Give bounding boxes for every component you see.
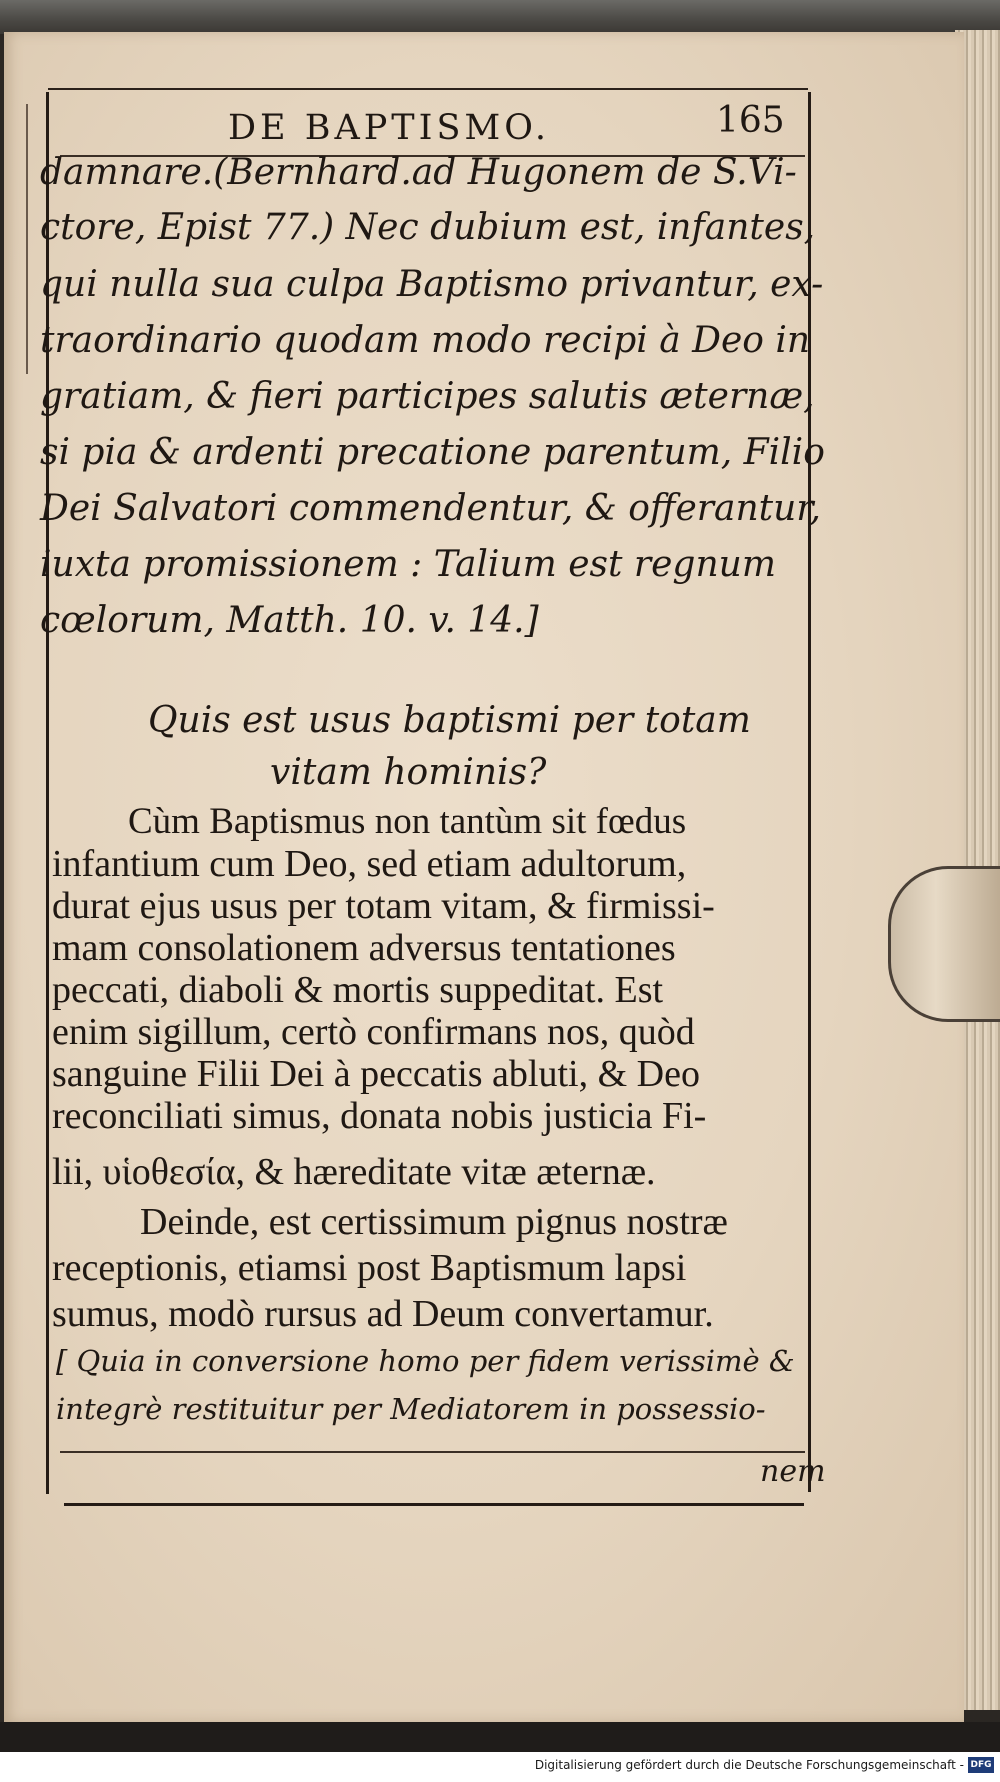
- text-line: ctore, Epist 77.) Nec dubium est, infantes,: [40, 207, 816, 248]
- text-line: qui nulla sua culpa Baptismo privantur, ex-: [40, 264, 824, 305]
- text-line: peccati, diaboli & mortis suppeditat. Est: [52, 969, 664, 1011]
- text-line: infantium cum Deo, sed etiam adultorum,: [52, 843, 687, 885]
- dfg-logo: DFG: [968, 1757, 994, 1773]
- digitization-credit: Digitalisierung gefördert durch die Deutsche Forschungsgemeinschaft -: [534, 1758, 964, 1772]
- text-line: gratiam, & fieri participes salutis æternæ,: [40, 376, 815, 417]
- text-line: durat ejus usus per totam vitam, & firmissi-: [52, 885, 715, 927]
- text-line: iuxta promissionem : Talium est regnum: [40, 544, 776, 585]
- book-clasp: [888, 866, 1000, 1022]
- frame-bottom-rule: [64, 1503, 804, 1506]
- text-line: damnare.(Bernhard.ad Hugonem de S.Vi-: [40, 152, 797, 193]
- text-line: reconciliati simus, donata nobis justicia Fi-: [52, 1095, 707, 1137]
- text-line: Deinde, est certissimum pignus nostræ: [140, 1201, 728, 1243]
- page-number: 165: [716, 100, 785, 141]
- text-line: Cùm Baptismus non tantùm sit fœdus: [128, 801, 687, 842]
- text-line: receptionis, etiamsi post Baptismum lapsi: [52, 1247, 687, 1289]
- text-line: enim sigillum, certò confirmans nos, quòd: [52, 1011, 695, 1053]
- footer-rule: [60, 1451, 805, 1453]
- text-line: sumus, modò rursus ad Deum convertamur.: [52, 1293, 714, 1335]
- question-heading-line1: Quis est usus baptismi per totam: [148, 700, 751, 741]
- book-top-edge: [0, 0, 1000, 34]
- catchword: nem: [760, 1454, 826, 1489]
- text-line: lii, υἱοθεσία, & hæreditate vitæ æternæ.: [52, 1151, 656, 1193]
- text-line: [ Quia in conversione homo per fidem verissimè &: [56, 1344, 795, 1378]
- text-line: traordinario quodam modo recipi à Deo in: [40, 320, 811, 361]
- text-line: Dei Salvatori commendentur, & offerantur,: [40, 488, 821, 529]
- frame-top-rule: [48, 88, 808, 90]
- text-line: mam consolationem adversus tentationes: [52, 927, 676, 969]
- text-line: sanguine Filii Dei à peccatis abluti, & Deo: [52, 1053, 700, 1095]
- text-line: si pia & ardenti precatione parentum, Filio: [40, 432, 825, 473]
- question-heading-line2: vitam hominis?: [270, 752, 547, 793]
- running-header: DE BAPTISMO.: [228, 108, 551, 148]
- text-line: cœlorum, Matth. 10. v. 14.]: [40, 600, 539, 641]
- text-line: integrè restituitur per Mediatorem in possessio-: [56, 1392, 766, 1426]
- margin-mark: [26, 104, 28, 374]
